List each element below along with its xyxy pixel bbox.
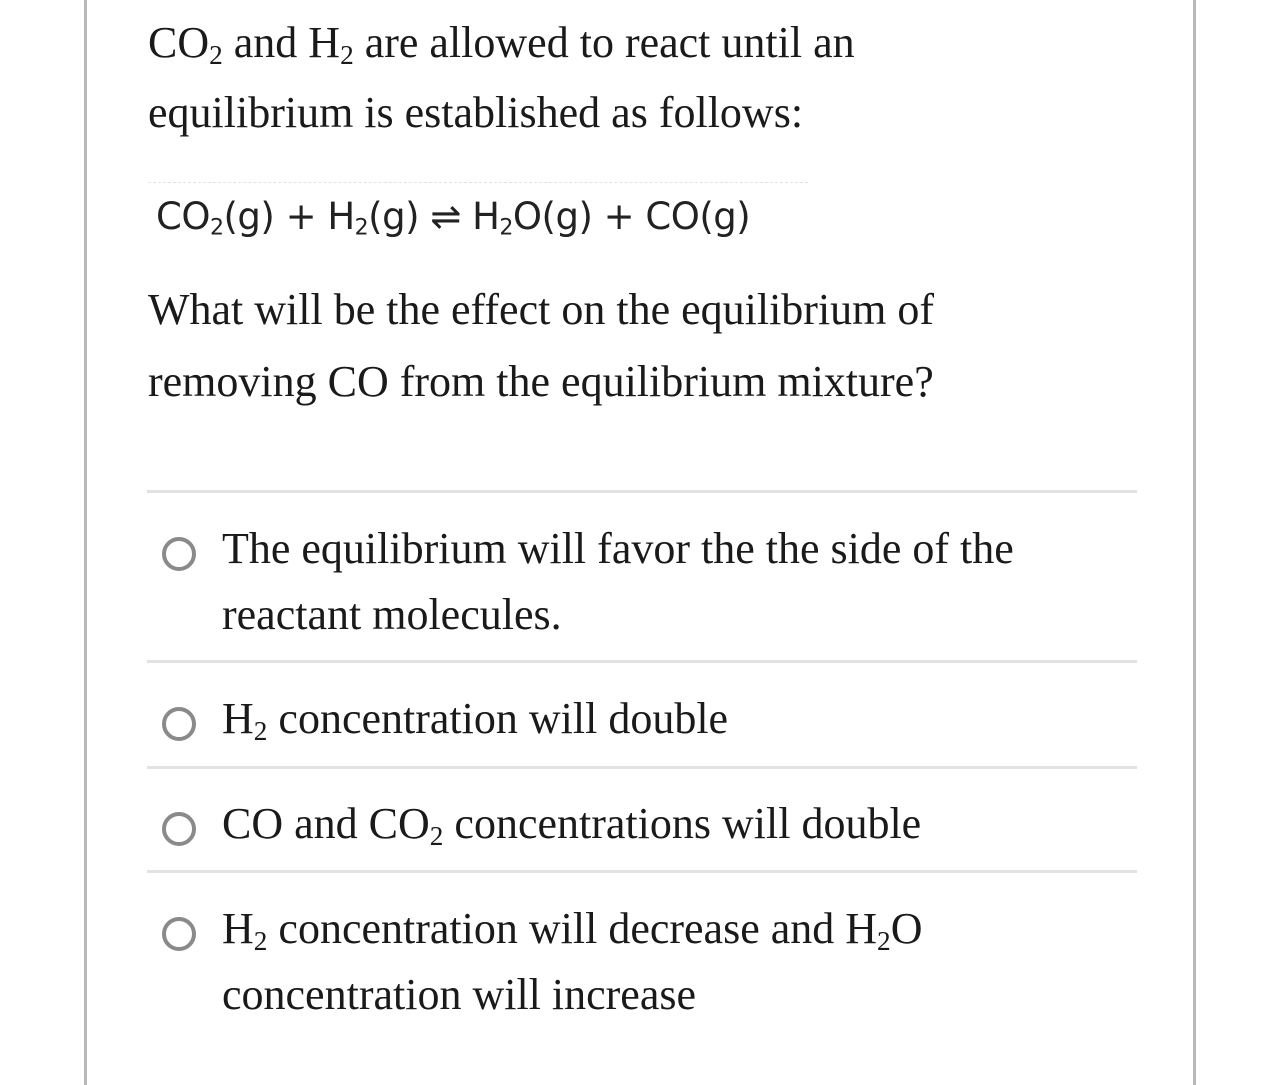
radio-button-4[interactable] <box>162 917 196 951</box>
question-intro-line2: equilibrium is established as follows: <box>148 88 804 137</box>
answer-option-4-text[interactable] <box>222 896 1122 1028</box>
text: concentrations will double <box>443 799 922 848</box>
equilibrium-arrow-icon: ⇌ <box>430 195 461 238</box>
divider <box>147 660 1137 663</box>
answer-option-3-text[interactable] <box>222 791 1122 857</box>
divider <box>147 870 1137 873</box>
question-intro <box>148 8 1138 148</box>
option-1-line2: reactant molecules. <box>222 590 562 639</box>
subscript: 2 <box>253 925 268 956</box>
text-co: CO <box>148 18 210 67</box>
subscript: 2 <box>340 39 354 70</box>
subscript: 2 <box>209 39 223 70</box>
text-and-h: and H <box>222 18 341 67</box>
answer-option-2-text[interactable] <box>222 686 1122 752</box>
eq-plus-h: (g) + H <box>223 195 355 238</box>
answer-option-2[interactable] <box>162 686 1122 752</box>
text: CO and CO <box>222 799 430 848</box>
subscript: 2 <box>877 925 891 956</box>
answer-option-1[interactable] <box>162 516 1122 646</box>
eq-products: O(g) + CO(g) <box>512 195 751 238</box>
divider <box>147 766 1137 769</box>
eq-subscript: 2 <box>499 215 513 241</box>
question-prompt-line2: removing CO from the equilibrium mixture? <box>148 357 934 406</box>
eq-subscript: 2 <box>354 215 369 241</box>
text-rest: are allowed to react until an <box>353 18 855 67</box>
equation-image <box>148 182 808 253</box>
eq-h: H <box>460 195 500 238</box>
text: H <box>222 904 254 953</box>
subscript: 2 <box>429 820 444 851</box>
radio-button-1[interactable] <box>162 537 196 571</box>
eq-h2-state: (g) <box>368 195 431 238</box>
option-4-line2: concentration will increase <box>222 970 697 1019</box>
text: concentration will decrease and H <box>267 904 878 953</box>
question-prompt <box>148 274 1138 418</box>
text: H <box>222 694 254 743</box>
divider <box>147 490 1137 493</box>
question-intro-line1 <box>148 8 1138 78</box>
text: O <box>890 904 923 953</box>
option-1-line1: The equilibrium will favor the the side of the <box>222 524 1014 573</box>
answer-option-1-text[interactable] <box>222 516 1122 648</box>
question-prompt-line1: What will be the effect on the equilibrium of <box>148 285 935 334</box>
chemical-equation <box>156 195 751 241</box>
option-4-line1 <box>222 896 1122 962</box>
radio-button-2[interactable] <box>162 707 196 741</box>
answer-option-3[interactable] <box>162 791 1122 857</box>
eq-subscript: 2 <box>209 215 224 241</box>
eq-co2: CO <box>156 195 210 238</box>
answer-option-4[interactable] <box>162 896 1122 1028</box>
text: concentration will double <box>267 694 729 743</box>
subscript: 2 <box>253 715 268 746</box>
radio-button-3[interactable] <box>162 812 196 846</box>
